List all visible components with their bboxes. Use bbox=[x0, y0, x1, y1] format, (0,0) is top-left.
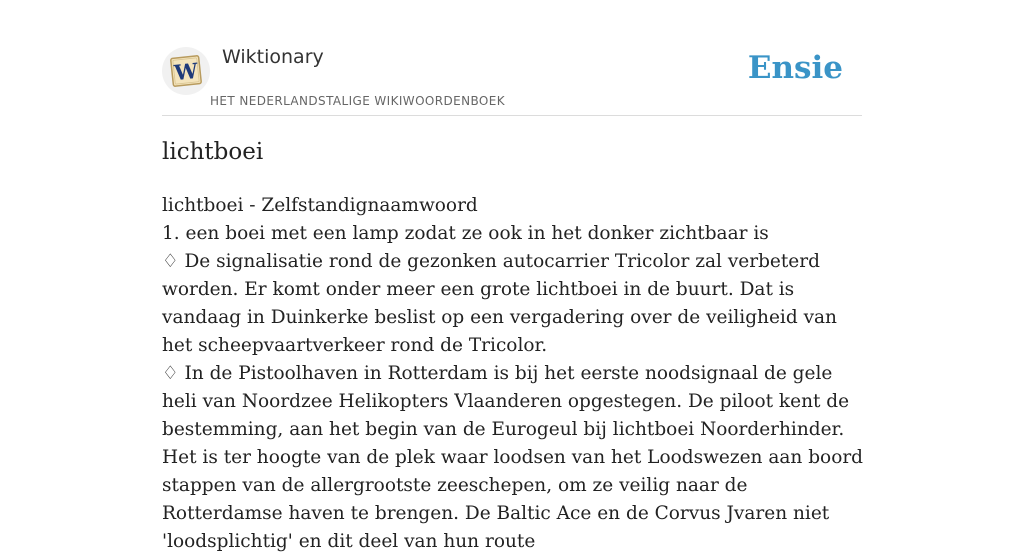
example-sentence: ♢ De signalisatie rond de gezonken autocarrier Tricolor zal verbeterd worden. Er komt onder meer een grote lichtboei in de buurt. Dat is vandaag in Duinkerke beslist op een vergadering over de veiligheid van het scheepvaartverkeer rond de Tricolor. bbox=[162, 251, 837, 356]
wiktionary-tile-icon bbox=[168, 53, 204, 89]
ensie-brand-link[interactable]: Ensie bbox=[747, 50, 843, 86]
example-sentence: ♢ In de Pistoolhaven in Rotterdam is bij het eerste noodsignaal de gele heli van Noordzee Helikopters Vlaanderen opgestegen. De piloot kent de bestemming, aan het begin van de Eurogeul bij lichtboei Noorderhinder. Het is ter hoogte van de plek waar loodsen van het Loodswezen aan boord stappen van de allergrootste zeeschepen, om ze veilig naar de Rotterdamse haven te brengen. De Baltic Ace en de Corvus Jvaren niet 'loodsplichtig' en dit deel van hun route bbox=[162, 363, 864, 552]
logo-letter: W bbox=[173, 57, 200, 86]
site-subtitle: HET NEDERLANDSTALIGE WIKIWOORDENBOEK bbox=[210, 94, 506, 108]
definition-text: 1. een boei met een lamp zodat ze ook in het donker zichtbaar is bbox=[162, 223, 769, 244]
wiktionary-logo[interactable] bbox=[162, 47, 210, 95]
article-content bbox=[162, 192, 864, 556]
site-header bbox=[162, 44, 862, 116]
site-title[interactable]: Wiktionary bbox=[222, 46, 324, 68]
definition-header: lichtboei - Zelfstandignaamwoord bbox=[162, 195, 478, 216]
page-title: lichtboei bbox=[162, 139, 264, 165]
